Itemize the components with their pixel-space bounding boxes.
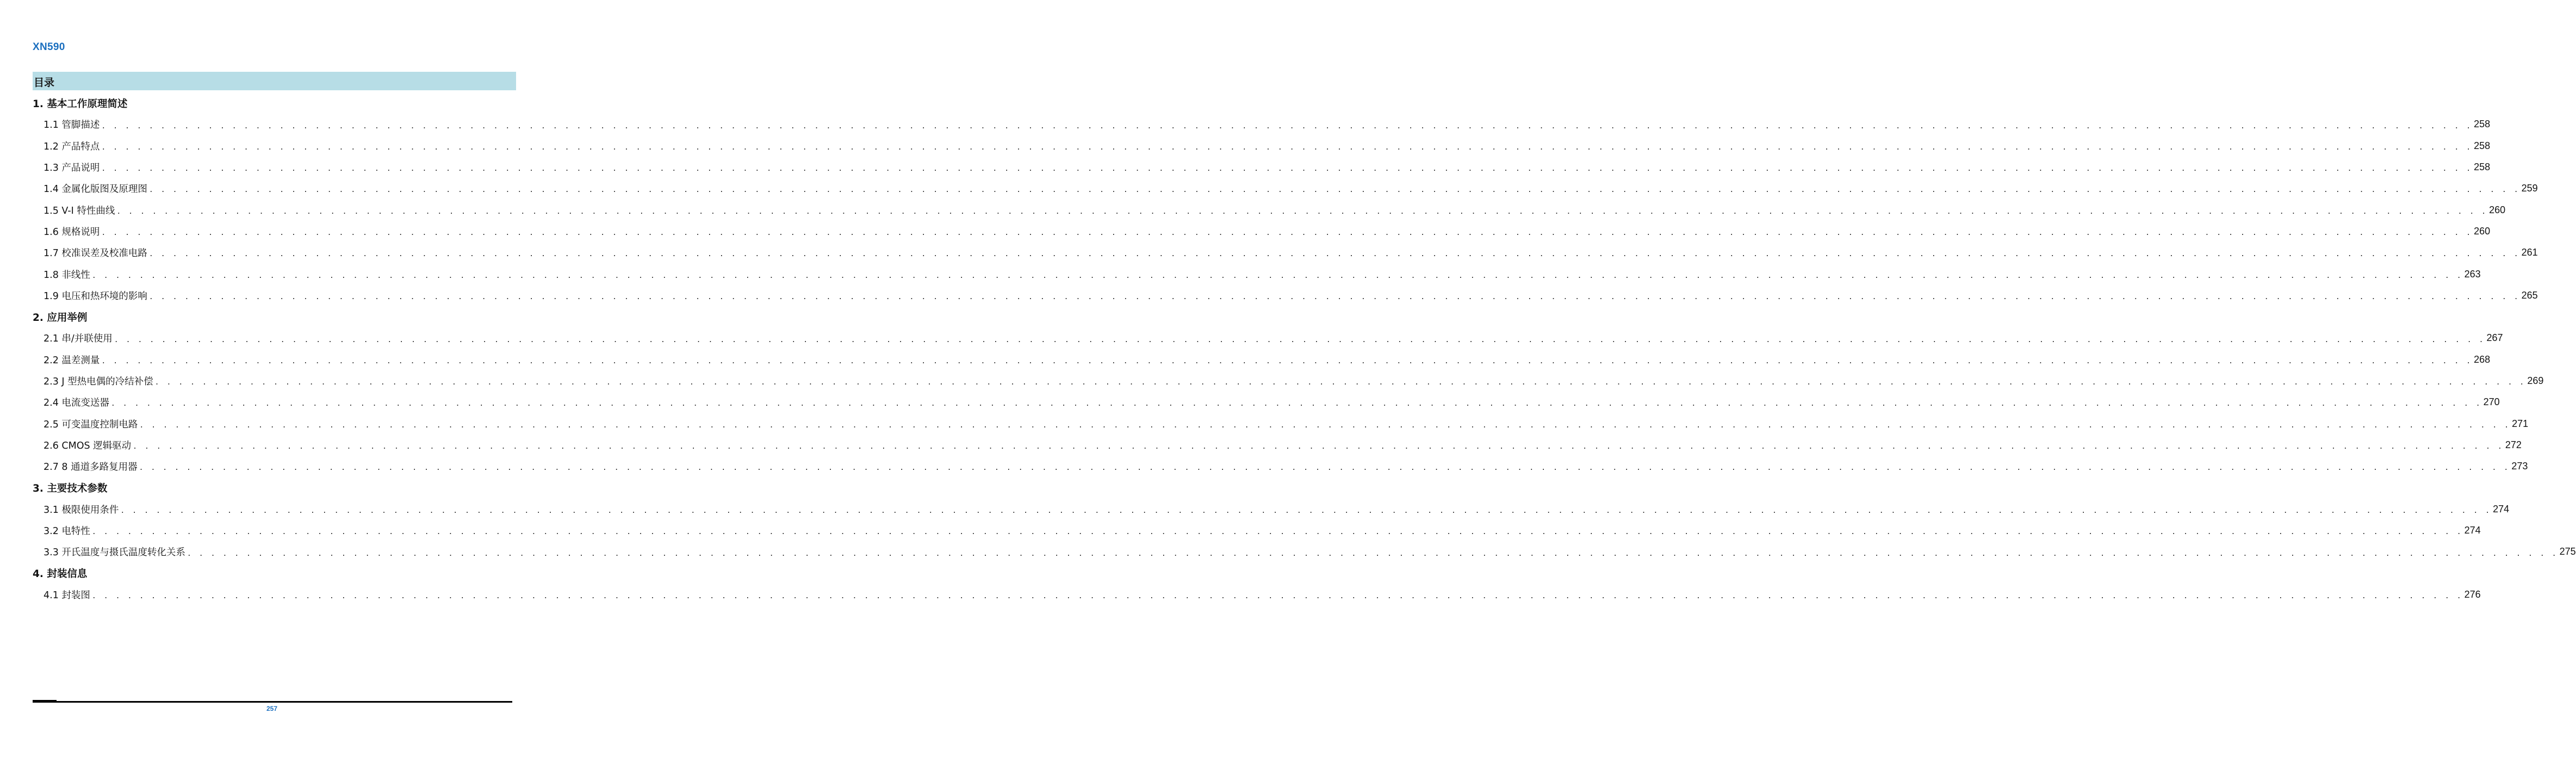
- toc-section-heading[interactable]: 3. 主要技术参数: [33, 482, 108, 494]
- toc-entry[interactable]: [33, 157, 2491, 178]
- toc-entry-label: 1.2 产品特点: [44, 141, 100, 152]
- toc-entry-page: 270: [2483, 396, 2500, 408]
- toc-entry-page: 276: [2464, 588, 2481, 600]
- dot-leader: . . . . . . . . . . . . . . . . . . . . . . . . . . . . . . . . . . . . . . . . . . . . . . . . . . . . . . . . . . . . . . . . . . . . . . . . . . . . . . . . . . . . . . . . . . . . . . . . . . . . . . . . . . . . . . . . . . . . . . . . . . . . . . . . . . . . . . . . . . . . . . . . . . . . . . . . . . . . . . . . . . . . . . . . . . . . . . . . . . . . . . . . . . . . . . . . . . . . . . . .: [148, 250, 2520, 259]
- toc-entry[interactable]: [33, 221, 2491, 242]
- toc-entry-page: 259: [2521, 183, 2538, 194]
- dot-leader: . . . . . . . . . . . . . . . . . . . . . . . . . . . . . . . . . . . . . . . . . . . . . . . . . . . . . . . . . . . . . . . . . . . . . . . . . . . . . . . . . . . . . . . . . . . . . . . . . . . . . . . . . . . . . . . . . . . . . . . . . . . . . . . . . . . . . . . . . . . . . . . . . . . . . . . . . . . . . . . . . . . . . . . . . . . . . . . . . . . . . . . . . . . . . . . . . . . . . . . .: [154, 379, 2526, 387]
- dot-leader: . . . . . . . . . . . . . . . . . . . . . . . . . . . . . . . . . . . . . . . . . . . . . . . . . . . . . . . . . . . . . . . . . . . . . . . . . . . . . . . . . . . . . . . . . . . . . . . . . . . . . . . . . . . . . . . . . . . . . . . . . . . . . . . . . . . . . . . . . . . . . . . . . . . . . . . . . . . . . . . . . . . . . . . . . . . . . . . . . . . . . . . . . . . . . . . . . . . . . . . .: [139, 421, 2511, 430]
- dot-leader: . . . . . . . . . . . . . . . . . . . . . . . . . . . . . . . . . . . . . . . . . . . . . . . . . . . . . . . . . . . . . . . . . . . . . . . . . . . . . . . . . . . . . . . . . . . . . . . . . . . . . . . . . . . . . . . . . . . . . . . . . . . . . . . . . . . . . . . . . . . . . . . . . . . . . . . . . . . . . . . . . . . . . . . . . . . . . . . . . . . . . . . . . . . . . . . . . . . . . . . .: [120, 506, 2492, 515]
- toc-entry-page: 267: [2486, 332, 2503, 344]
- toc-entry-page: 273: [2511, 461, 2528, 472]
- toc-title: 目录: [34, 77, 55, 89]
- toc-entry[interactable]: [33, 584, 2481, 605]
- toc-entry-label: 1.8 非线性: [44, 269, 90, 281]
- toc-entry[interactable]: [33, 520, 2481, 541]
- toc-entry-page: 260: [2474, 225, 2491, 237]
- toc-entry[interactable]: [33, 327, 2503, 349]
- toc-entry[interactable]: [33, 456, 2528, 477]
- dot-leader: . . . . . . . . . . . . . . . . . . . . . . . . . . . . . . . . . . . . . . . . . . . . . . . . . . . . . . . . . . . . . . . . . . . . . . . . . . . . . . . . . . . . . . . . . . . . . . . . . . . . . . . . . . . . . . . . . . . . . . . . . . . . . . . . . . . . . . . . . . . . . . . . . . . . . . . . . . . . . . . . . . . . . . . . . . . . . . . . . . . . . . . . . . . . . . . . . . . . . . . .: [187, 549, 2558, 558]
- document-code: XN590: [33, 41, 65, 53]
- toc-entry-label: 1.9 电压和热环境的影响: [44, 290, 147, 302]
- toc-entry-label: 2.6 CMOS 逻辑驱动: [44, 440, 132, 451]
- toc-entry-page: 258: [2474, 140, 2491, 151]
- dot-leader: . . . . . . . . . . . . . . . . . . . . . . . . . . . . . . . . . . . . . . . . . . . . . . . . . . . . . . . . . . . . . . . . . . . . . . . . . . . . . . . . . . . . . . . . . . . . . . . . . . . . . . . . . . . . . . . . . . . . . . . . . . . . . . . . . . . . . . . . . . . . . . . . . . . . . . . . . . . . . . . . . . . . . . . . . . . . . . . . . . . . . . . . . . . . . . . . . . . . . . . .: [133, 443, 2504, 451]
- toc-entry-label: 1.5 V-I 特性曲线: [44, 205, 115, 216]
- toc-entry-page: 275: [2559, 546, 2576, 557]
- toc-entry-label: 2.2 温差测量: [44, 355, 100, 366]
- toc-entry[interactable]: [33, 413, 2529, 434]
- dot-leader: . . . . . . . . . . . . . . . . . . . . . . . . . . . . . . . . . . . . . . . . . . . . . . . . . . . . . . . . . . . . . . . . . . . . . . . . . . . . . . . . . . . . . . . . . . . . . . . . . . . . . . . . . . . . . . . . . . . . . . . . . . . . . . . . . . . . . . . . . . . . . . . . . . . . . . . . . . . . . . . . . . . . . . . . . . . . . . . . . . . . . . . . . . . . . . . . . . . . . . . .: [110, 400, 2482, 408]
- dot-leader: . . . . . . . . . . . . . . . . . . . . . . . . . . . . . . . . . . . . . . . . . . . . . . . . . . . . . . . . . . . . . . . . . . . . . . . . . . . . . . . . . . . . . . . . . . . . . . . . . . . . . . . . . . . . . . . . . . . . . . . . . . . . . . . . . . . . . . . . . . . . . . . . . . . . . . . . . . . . . . . . . . . . . . . . . . . . . . . . . . . . . . . . . . . . . . . . . . . . . . . .: [91, 592, 2463, 601]
- toc-entry[interactable]: [33, 392, 2500, 413]
- toc-entry[interactable]: [33, 178, 2538, 199]
- toc-entry-label: 1.4 金属化版图及原理图: [44, 184, 147, 195]
- toc-entry[interactable]: [33, 499, 2510, 520]
- dot-leader: . . . . . . . . . . . . . . . . . . . . . . . . . . . . . . . . . . . . . . . . . . . . . . . . . . . . . . . . . . . . . . . . . . . . . . . . . . . . . . . . . . . . . . . . . . . . . . . . . . . . . . . . . . . . . . . . . . . . . . . . . . . . . . . . . . . . . . . . . . . . . . . . . . . . . . . . . . . . . . . . . . . . . . . . . . . . . . . . . . . . . . . . . . . . . . . . . . . . . . . .: [139, 464, 2510, 473]
- toc-entry-label: 2.4 电流变送器: [44, 398, 109, 409]
- toc-entry-label: 1.1 管脚描述: [44, 120, 100, 131]
- dot-leader: . . . . . . . . . . . . . . . . . . . . . . . . . . . . . . . . . . . . . . . . . . . . . . . . . . . . . . . . . . . . . . . . . . . . . . . . . . . . . . . . . . . . . . . . . . . . . . . . . . . . . . . . . . . . . . . . . . . . . . . . . . . . . . . . . . . . . . . . . . . . . . . . . . . . . . . . . . . . . . . . . . . . . . . . . . . . . . . . . . . . . . . . . . . . . . . . . . . . . . . .: [91, 271, 2463, 280]
- toc-entry-page: 274: [2464, 525, 2481, 536]
- toc-entry[interactable]: [33, 114, 2491, 135]
- page-number: 257: [266, 705, 278, 712]
- dot-leader: . . . . . . . . . . . . . . . . . . . . . . . . . . . . . . . . . . . . . . . . . . . . . . . . . . . . . . . . . . . . . . . . . . . . . . . . . . . . . . . . . . . . . . . . . . . . . . . . . . . . . . . . . . . . . . . . . . . . . . . . . . . . . . . . . . . . . . . . . . . . . . . . . . . . . . . . . . . . . . . . . . . . . . . . . . . . . . . . . . . . . . . . . . . . . . . . . . . . . . . .: [148, 293, 2520, 301]
- toc-entry-page: 265: [2521, 289, 2538, 301]
- dot-leader: . . . . . . . . . . . . . . . . . . . . . . . . . . . . . . . . . . . . . . . . . . . . . . . . . . . . . . . . . . . . . . . . . . . . . . . . . . . . . . . . . . . . . . . . . . . . . . . . . . . . . . . . . . . . . . . . . . . . . . . . . . . . . . . . . . . . . . . . . . . . . . . . . . . . . . . . . . . . . . . . . . . . . . . . . . . . . . . . . . . . . . . . . . . . . . . . . . . . . . . .: [116, 207, 2488, 216]
- toc-entry[interactable]: [33, 135, 2491, 157]
- toc-entry-label: 2.7 8 通道多路复用器: [44, 462, 138, 473]
- toc-entry-page: 258: [2474, 119, 2491, 130]
- toc-title-bar: [33, 72, 516, 90]
- toc-entry-label: 3.1 极限使用条件: [44, 504, 119, 516]
- toc-entry-page: 274: [2493, 503, 2510, 514]
- toc-section-heading[interactable]: 2. 应用举例: [33, 312, 88, 324]
- footer-rule: [33, 701, 512, 703]
- toc-entry-label: 2.5 可变温度控制电路: [44, 419, 138, 430]
- toc-section-heading[interactable]: 1. 基本工作原理简述: [33, 98, 128, 110]
- toc-section-heading[interactable]: 4. 封装信息: [33, 568, 88, 580]
- toc-entry-page: 258: [2474, 162, 2491, 173]
- toc-entry-label: 3.2 电特性: [44, 526, 90, 537]
- toc-entry-page: 271: [2512, 418, 2529, 429]
- toc-entry[interactable]: [33, 541, 2576, 562]
- toc-entry[interactable]: [33, 285, 2538, 306]
- toc-entry-label: 1.6 规格说明: [44, 226, 100, 238]
- table-of-contents: [33, 92, 2576, 605]
- toc-entry-page: 268: [2474, 354, 2491, 365]
- toc-entry[interactable]: [33, 349, 2491, 370]
- toc-entry-label: 2.3 J 型热电偶的冷结补偿: [44, 376, 153, 387]
- dot-leader: . . . . . . . . . . . . . . . . . . . . . . . . . . . . . . . . . . . . . . . . . . . . . . . . . . . . . . . . . . . . . . . . . . . . . . . . . . . . . . . . . . . . . . . . . . . . . . . . . . . . . . . . . . . . . . . . . . . . . . . . . . . . . . . . . . . . . . . . . . . . . . . . . . . . . . . . . . . . . . . . . . . . . . . . . . . . . . . . . . . . . . . . . . . . . . . . . . . . . . . .: [148, 186, 2520, 195]
- toc-entry-label: 3.3 开氏温度与摄氏温度转化关系: [44, 547, 185, 559]
- toc-entry-page: 269: [2527, 375, 2544, 386]
- toc-entry-label: 2.1 串/并联使用: [44, 333, 113, 345]
- dot-leader: . . . . . . . . . . . . . . . . . . . . . . . . . . . . . . . . . . . . . . . . . . . . . . . . . . . . . . . . . . . . . . . . . . . . . . . . . . . . . . . . . . . . . . . . . . . . . . . . . . . . . . . . . . . . . . . . . . . . . . . . . . . . . . . . . . . . . . . . . . . . . . . . . . . . . . . . . . . . . . . . . . . . . . . . . . . . . . . . . . . . . . . . . . . . . . . . . . . . . . . .: [101, 143, 2473, 152]
- toc-entry-page: 272: [2505, 439, 2522, 450]
- toc-entry-label: 4.1 封装图: [44, 590, 90, 601]
- toc-entry-label: 1.3 产品说明: [44, 163, 100, 174]
- toc-entry[interactable]: [33, 263, 2481, 284]
- toc-entry-label: 1.7 校准误差及校准电路: [44, 248, 147, 259]
- toc-entry[interactable]: [33, 242, 2538, 263]
- dot-leader: . . . . . . . . . . . . . . . . . . . . . . . . . . . . . . . . . . . . . . . . . . . . . . . . . . . . . . . . . . . . . . . . . . . . . . . . . . . . . . . . . . . . . . . . . . . . . . . . . . . . . . . . . . . . . . . . . . . . . . . . . . . . . . . . . . . . . . . . . . . . . . . . . . . . . . . . . . . . . . . . . . . . . . . . . . . . . . . . . . . . . . . . . . . . . . . . . . . . . . . .: [101, 122, 2473, 131]
- toc-entry[interactable]: [33, 435, 2522, 456]
- toc-entry[interactable]: [33, 370, 2544, 392]
- toc-entry-page: 260: [2489, 204, 2506, 215]
- toc-entry-page: 263: [2464, 268, 2481, 280]
- dot-leader: . . . . . . . . . . . . . . . . . . . . . . . . . . . . . . . . . . . . . . . . . . . . . . . . . . . . . . . . . . . . . . . . . . . . . . . . . . . . . . . . . . . . . . . . . . . . . . . . . . . . . . . . . . . . . . . . . . . . . . . . . . . . . . . . . . . . . . . . . . . . . . . . . . . . . . . . . . . . . . . . . . . . . . . . . . . . . . . . . . . . . . . . . . . . . . . . . . . . . . . .: [114, 336, 2485, 344]
- toc-entry[interactable]: [33, 199, 2506, 220]
- dot-leader: . . . . . . . . . . . . . . . . . . . . . . . . . . . . . . . . . . . . . . . . . . . . . . . . . . . . . . . . . . . . . . . . . . . . . . . . . . . . . . . . . . . . . . . . . . . . . . . . . . . . . . . . . . . . . . . . . . . . . . . . . . . . . . . . . . . . . . . . . . . . . . . . . . . . . . . . . . . . . . . . . . . . . . . . . . . . . . . . . . . . . . . . . . . . . . . . . . . . . . . .: [101, 229, 2473, 238]
- dot-leader: . . . . . . . . . . . . . . . . . . . . . . . . . . . . . . . . . . . . . . . . . . . . . . . . . . . . . . . . . . . . . . . . . . . . . . . . . . . . . . . . . . . . . . . . . . . . . . . . . . . . . . . . . . . . . . . . . . . . . . . . . . . . . . . . . . . . . . . . . . . . . . . . . . . . . . . . . . . . . . . . . . . . . . . . . . . . . . . . . . . . . . . . . . . . . . . . . . . . . . . .: [91, 528, 2463, 537]
- dot-leader: . . . . . . . . . . . . . . . . . . . . . . . . . . . . . . . . . . . . . . . . . . . . . . . . . . . . . . . . . . . . . . . . . . . . . . . . . . . . . . . . . . . . . . . . . . . . . . . . . . . . . . . . . . . . . . . . . . . . . . . . . . . . . . . . . . . . . . . . . . . . . . . . . . . . . . . . . . . . . . . . . . . . . . . . . . . . . . . . . . . . . . . . . . . . . . . . . . . . . . . .: [101, 165, 2473, 173]
- toc-entry-page: 261: [2521, 247, 2538, 258]
- dot-leader: . . . . . . . . . . . . . . . . . . . . . . . . . . . . . . . . . . . . . . . . . . . . . . . . . . . . . . . . . . . . . . . . . . . . . . . . . . . . . . . . . . . . . . . . . . . . . . . . . . . . . . . . . . . . . . . . . . . . . . . . . . . . . . . . . . . . . . . . . . . . . . . . . . . . . . . . . . . . . . . . . . . . . . . . . . . . . . . . . . . . . . . . . . . . . . . . . . . . . . . .: [101, 357, 2473, 365]
